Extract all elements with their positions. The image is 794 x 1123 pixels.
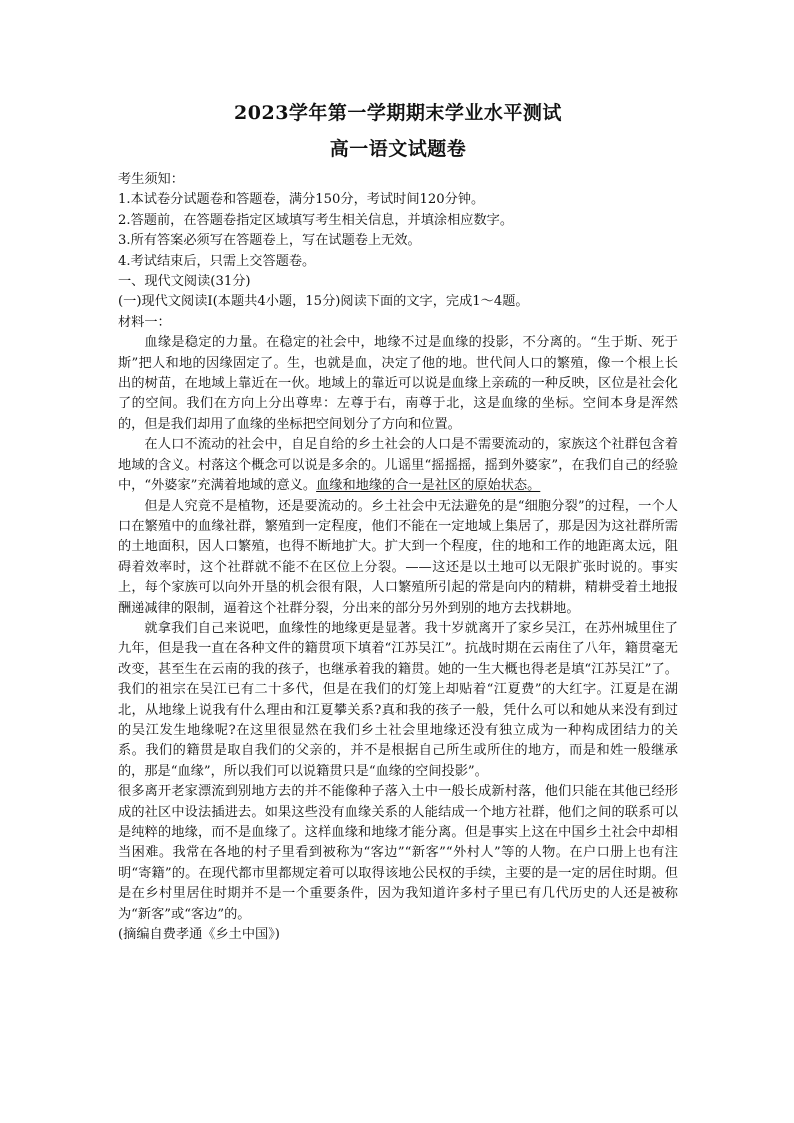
section-heading: 一、现代文阅读(31分) [118, 274, 251, 290]
notice-item-2: 2.答题前，在答题卷指定区域填写考生相关信息，并填涂相应数字。 [118, 212, 514, 228]
section-subheading: (一)现代文阅读I(本题共4小题，15分)阅读下面的文字，完成1～4题。 [118, 294, 529, 310]
passage-paragraph-4: 就拿我们自己来说吧，血缘性的地缘更是显著。我十岁就离开了家乡吴江，在苏州城里住了九年，但是我一直在各种文件的籍贯项下填着“江苏吴江”。抗战时期在云南住了八年，籍贯毫无改变，甚至生在云南的我的孩子，也继承着我的籍贯。她的一生大概也得老是填“江苏吴江”了。我们的祖宗在吴江已有二十多代，但是在我们的灯笼上却贴着“江夏费”的大红字。江夏是在湖北，从地缘上说我有什么理由和江夏攀关系?真和我的孩子一般，凭什么可以和她从来没有到过的吴江发生地缘呢?在这里很显然在我们乡土社会里地缘还没有独立成为一种构成团结力的关系。我们的籍贯是取自我们的父亲的，并不是根据自己所生或所住的地方，而是和姓一般继承的，那是“血缘”，所以我们可以说籍贯只是“血缘的空间投影”。 [118, 620, 678, 779]
passage-source: (摘编自费孝通《乡土中国》) [118, 927, 280, 943]
notice-item-1: 1.本试卷分试题卷和答题卷，满分150分，考试时间120分钟。 [118, 192, 485, 208]
notice-heading: 考生须知： [118, 172, 184, 187]
notice-item-3: 3.所有答案必须写在答题卷上，写在试题卷上无效。 [118, 233, 421, 249]
exam-page [118, 100, 678, 945]
passage-paragraph-1: 血缘是稳定的力量。在稳定的社会中，地缘不过是血缘的投影，不分离的。“生于斯、死于斯”把人和地的因缘固定了。生，也就是血，决定了他的地。世代间人口的繁殖，像一个根上长出的树苗，在地域上靠近在一伙。地域上的靠近可以说是血缘上亲疏的一种反映，区位是社会化了的空间。我们在方向上分出尊卑：左尊于右，南尊于北，这是血缘的坐标。空间本身是浑然的，但是我们却用了血缘的坐标把空间划分了方向和位置。 [118, 335, 678, 432]
passage-paragraph-2 [118, 435, 678, 496]
passage-paragraph-3: 但是人究竟不是植物，还是要流动的。乡土社会中无法避免的是“细胞分裂”的过程，一个人口在繁殖中的血缘社群，繁殖到一定程度，他们不能在一定地域上集居了，那是因为这社群所需的土地面积，因人口繁殖，也得不断地扩大。扩大到一个程度，住的地和工作的地距离太远，阻碍着效率时，这个社群就不能不在区位上分裂。——这还是以土地可以无限扩张时说的。事实上，每个家族可以向外开垦的机会很有限，人口繁殖所引起的常是向内的精耕，精耕受着土地报酬递减律的限制，逼着这个社群分裂，分出来的部分另外到别的地方去找耕地。 [118, 498, 678, 616]
underlined-sentence: 血缘和地缘的合一是社区的原始状态。 [316, 478, 541, 494]
exam-title: 2023学年第一学期期末学业水平测试 [234, 102, 562, 124]
passage-paragraph-2-text: 在人口不流动的社会中，自足自给的乡土社会的人口是不需要流动的，家族这个社群包含着地域的含义。村落这个概念可以说是多余的。儿谣里“摇摇摇，摇到外婆家”，在我们自己的经验中，“外婆家”充满着地域的意义。 [118, 437, 678, 494]
notice-item-4: 4.考试结束后，只需上交答题卷。 [118, 253, 316, 269]
exam-subtitle: 高一语文试题卷 [329, 138, 467, 160]
material-label: 材料一： [118, 314, 171, 330]
passage-paragraph-5: 很多离开老家漂流到别地方去的并不能像种子落入土中一般长成新村落，他们只能在其他已经形成的社区中设法插进去。如果这些没有血缘关系的人能结成一个地方社群，他们之间的联系可以是纯粹的地缘，而不是血缘了。这样血缘和地缘才能分离。但是事实上这在中国乡土社会中却相当困难。我常在各地的村子里看到被称为“客边”“新客”“外村人”等的人物。在户口册上也有注明“寄籍”的。在现代都市里都规定着可以取得该地公民权的手续，主要的是一定的居住时期。但是在乡村里居住时期并不是一个重要条件，因为我知道许多村子里已有几代历史的人还是被称为“新客”或“客边”的。 [118, 784, 678, 922]
